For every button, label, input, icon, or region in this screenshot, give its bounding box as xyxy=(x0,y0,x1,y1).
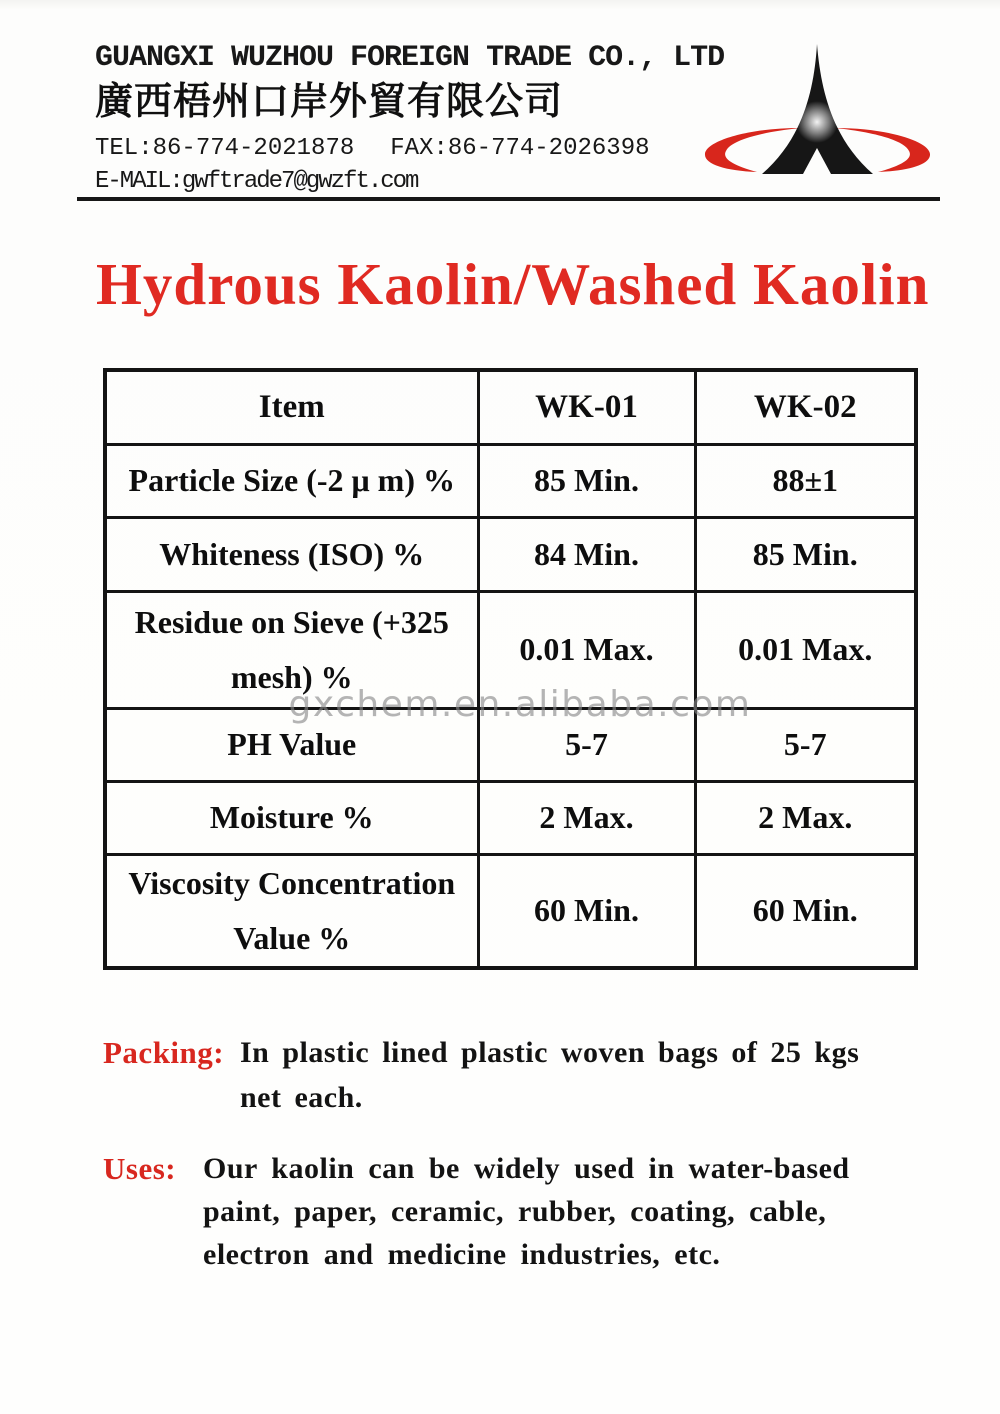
telephone-number: TEL:86-774-2021878 xyxy=(95,135,355,162)
table-row xyxy=(105,854,916,968)
spec-header-row xyxy=(105,370,916,444)
row-wk02-value: 60 Min. xyxy=(695,854,916,968)
row-wk01-value: 5-7 xyxy=(478,708,695,781)
fax-number: FAX:86-774-2026398 xyxy=(390,135,650,162)
company-name-chinese: 廣西梧州口岸外貿有限公司 xyxy=(95,79,564,123)
row-wk02-value: 5-7 xyxy=(695,708,916,781)
uses-line: electron and medicine industries, etc. xyxy=(203,1238,721,1271)
row-wk01-value: 0.01 Max. xyxy=(478,591,695,708)
table-row xyxy=(105,444,916,517)
uses-line: paint, paper, ceramic, rubber, coating, cable, xyxy=(203,1195,827,1228)
row-item-label: PH Value xyxy=(105,708,478,781)
uses-section xyxy=(103,1147,913,1276)
column-header-wk01: WK-01 xyxy=(478,370,695,444)
logo-highlight xyxy=(796,101,838,143)
contact-row xyxy=(95,136,755,162)
row-item-label: Whiteness (ISO) % xyxy=(105,517,478,591)
row-wk01-value: 84 Min. xyxy=(478,517,695,591)
row-wk02-value: 2 Max. xyxy=(695,781,916,854)
row-item-label: Viscosity Concentration Value % xyxy=(105,854,478,968)
row-wk01-value: 60 Min. xyxy=(478,854,695,968)
column-header-wk02: WK-02 xyxy=(695,370,916,444)
header-divider-rule xyxy=(77,197,940,201)
spec-table xyxy=(103,368,918,970)
row-wk01-value: 2 Max. xyxy=(478,781,695,854)
packing-section xyxy=(103,1030,913,1120)
column-header-item: Item xyxy=(105,370,478,444)
table-row xyxy=(105,517,916,591)
row-item-label: Residue on Sieve (+325 mesh) % xyxy=(105,591,478,708)
watermark-text: gxchem.en.alibaba.com xyxy=(288,684,752,725)
row-wk02-value: 0.01 Max. xyxy=(695,591,916,708)
row-wk02-value: 88±1 xyxy=(695,444,916,517)
row-item-label: Moisture % xyxy=(105,781,478,854)
packing-line: In plastic lined plastic woven bags of 25 kgs xyxy=(240,1036,860,1069)
packing-line: net each. xyxy=(240,1081,363,1114)
company-name-english: GUANGXI WUZHOU FOREIGN TRADE CO., LTD xyxy=(95,41,725,75)
row-wk01-value: 85 Min. xyxy=(478,444,695,517)
uses-line: Our kaolin can be widely used in water-based xyxy=(203,1152,850,1185)
packing-text xyxy=(240,1030,859,1120)
uses-label: Uses: xyxy=(103,1151,177,1186)
table-row xyxy=(105,781,916,854)
page-title: Hydrous Kaolin/Washed Kaolin xyxy=(96,251,930,317)
uses-text xyxy=(203,1147,850,1276)
letterhead xyxy=(95,40,755,195)
company-logo-icon xyxy=(700,42,935,182)
row-item-label: Particle Size (-2 μ m) % xyxy=(105,444,478,517)
packing-label: Packing: xyxy=(103,1035,225,1070)
row-wk02-value: 85 Min. xyxy=(695,517,916,591)
email-address: E-MAIL:gwftrade7@gwzft.com xyxy=(95,168,418,195)
